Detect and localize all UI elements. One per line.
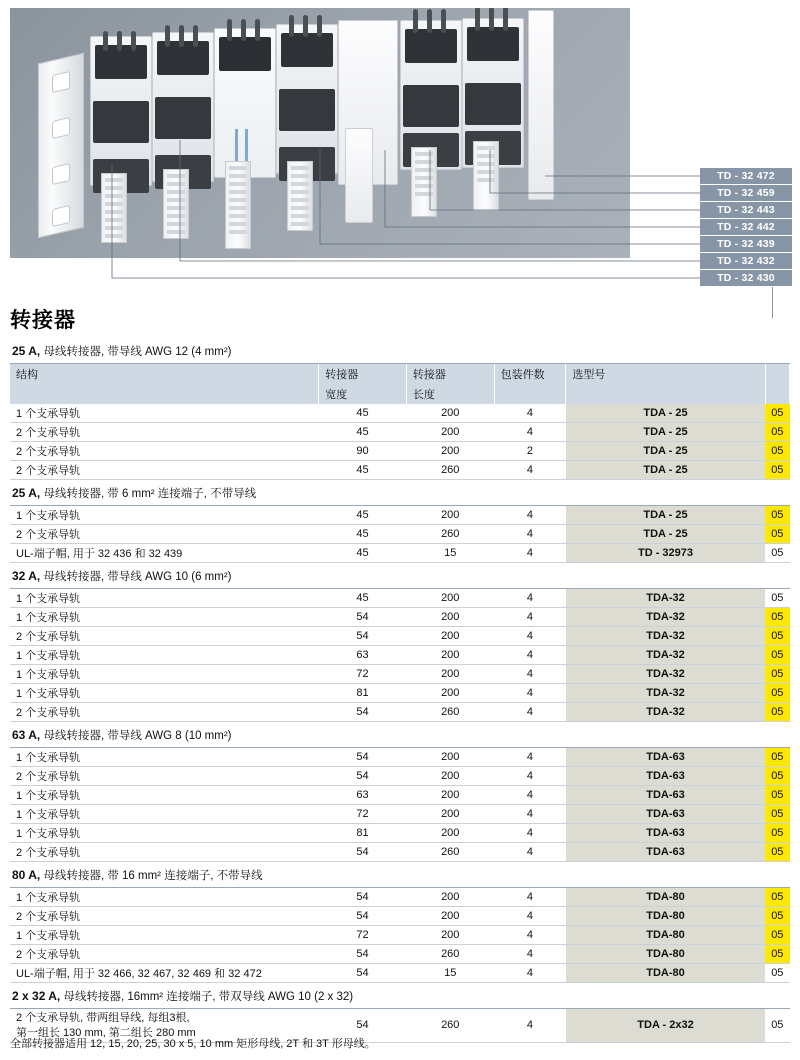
cell-description: 1 个支承导轨 <box>10 665 319 684</box>
cell-length: 260 <box>406 1009 494 1043</box>
cell-pack-qty: 4 <box>494 525 566 544</box>
cell-page-ref: 05 <box>765 608 789 627</box>
column-header-cell <box>765 364 789 385</box>
cell-page-ref: 05 <box>765 843 789 862</box>
cell-description: 2 个支承导轨 <box>10 442 319 461</box>
cell-width: 72 <box>319 665 407 684</box>
table-row[interactable] <box>10 665 790 684</box>
cell-page-ref: 05 <box>765 824 789 843</box>
cell-pack-qty: 2 <box>494 442 566 461</box>
cell-width: 63 <box>319 786 407 805</box>
cell-width: 63 <box>319 646 407 665</box>
cell-page-ref: 05 <box>765 805 789 824</box>
cell-length: 200 <box>406 627 494 646</box>
cell-width: 54 <box>319 945 407 964</box>
cell-description: 1 个支承导轨 <box>10 506 319 525</box>
cell-pack-qty: 4 <box>494 945 566 964</box>
column-header-cell: 结构 <box>10 364 319 385</box>
table-row[interactable] <box>10 646 790 665</box>
cell-pack-qty: 4 <box>494 964 566 983</box>
page-title: 转接器 <box>10 309 76 332</box>
cell-page-ref: 05 <box>765 404 789 423</box>
adapter-table-body <box>10 338 790 1043</box>
column-subheader-cell <box>765 384 789 404</box>
cell-page-ref: 05 <box>765 1009 789 1043</box>
cell-length: 200 <box>406 767 494 786</box>
table-row[interactable] <box>10 843 790 862</box>
cell-pack-qty: 4 <box>494 404 566 423</box>
cell-page-ref: 05 <box>765 964 789 983</box>
cell-width: 54 <box>319 703 407 722</box>
cell-page-ref: 05 <box>765 544 789 563</box>
group-heading: 25 A, 母线转接器, 带 6 mm² 连接端子, 不带导线 <box>10 480 790 506</box>
cell-page-ref: 05 <box>765 589 789 608</box>
table-row[interactable] <box>10 544 790 563</box>
cell-length: 200 <box>406 748 494 767</box>
busbar-graphic <box>38 53 84 239</box>
adapter-table <box>10 338 790 1043</box>
cell-pack-qty: 4 <box>494 1009 566 1043</box>
cell-description: 1 个支承导轨 <box>10 926 319 945</box>
table-row[interactable] <box>10 907 790 926</box>
module-group-graphic <box>90 18 590 243</box>
cell-order-number: TDA-63 <box>566 767 765 786</box>
table-row[interactable] <box>10 964 790 983</box>
product-photo <box>10 8 630 258</box>
cell-description: 2 个支承导轨, 带两组导线, 每组3根, 第一组长 130 mm, 第二组长 280 mm <box>10 1009 319 1043</box>
cell-pack-qty: 4 <box>494 888 566 907</box>
cell-width: 81 <box>319 684 407 703</box>
cell-page-ref: 05 <box>765 786 789 805</box>
cell-description: 2 个支承导轨 <box>10 525 319 544</box>
column-header-cell: 包装件数 <box>494 364 566 385</box>
cell-pack-qty: 4 <box>494 786 566 805</box>
cell-length: 200 <box>406 786 494 805</box>
cell-order-number: TDA - 2x32 <box>566 1009 765 1043</box>
cell-description: UL-端子帽, 用于 32 466, 32 467, 32 469 和 32 472 <box>10 964 319 983</box>
group-heading: 80 A, 母线转接器, 带 16 mm² 连接端子, 不带导线 <box>10 862 790 888</box>
column-header-row-2 <box>10 384 790 404</box>
cell-page-ref: 05 <box>765 748 789 767</box>
table-row[interactable] <box>10 805 790 824</box>
footnote: 全部转接器适用 12, 15, 20, 25, 30 x 5, 10 mm 矩形母线, 2T 和 3T 形母线。 <box>10 1038 376 1050</box>
callout-item: TD - 32 442 <box>700 219 792 236</box>
cell-order-number: TDA - 25 <box>566 423 765 442</box>
cell-description: 2 个支承导轨 <box>10 945 319 964</box>
table-row[interactable] <box>10 684 790 703</box>
cell-width: 54 <box>319 843 407 862</box>
cell-description: 1 个支承导轨 <box>10 824 319 843</box>
cell-page-ref: 05 <box>765 767 789 786</box>
cell-width: 54 <box>319 888 407 907</box>
cell-pack-qty: 4 <box>494 589 566 608</box>
cell-page-ref: 05 <box>765 646 789 665</box>
cell-page-ref: 05 <box>765 461 789 480</box>
cell-description: 1 个支承导轨 <box>10 589 319 608</box>
cell-order-number: TDA-63 <box>566 843 765 862</box>
table-row[interactable] <box>10 525 790 544</box>
group-heading-row <box>10 338 790 364</box>
cell-page-ref: 05 <box>765 684 789 703</box>
cell-order-number: TDA - 25 <box>566 461 765 480</box>
table-row[interactable] <box>10 589 790 608</box>
cell-length: 200 <box>406 684 494 703</box>
table-row[interactable] <box>10 506 790 525</box>
cell-description: 1 个支承导轨 <box>10 608 319 627</box>
cell-order-number: TDA-63 <box>566 824 765 843</box>
group-heading-row <box>10 563 790 589</box>
table-row[interactable] <box>10 786 790 805</box>
cell-width: 54 <box>319 964 407 983</box>
table-row[interactable] <box>10 627 790 646</box>
column-header-cell: 转接器 <box>319 364 407 385</box>
cell-length: 200 <box>406 423 494 442</box>
cell-description: 1 个支承导轨 <box>10 404 319 423</box>
cell-pack-qty: 4 <box>494 805 566 824</box>
cell-description: 1 个支承导轨 <box>10 805 319 824</box>
cell-length: 260 <box>406 945 494 964</box>
cell-length: 260 <box>406 525 494 544</box>
cell-pack-qty: 4 <box>494 646 566 665</box>
cell-order-number: TD - 32973 <box>566 544 765 563</box>
table-row[interactable] <box>10 748 790 767</box>
cell-length: 260 <box>406 461 494 480</box>
column-header-cell: 选型号 <box>566 364 765 385</box>
cell-pack-qty: 4 <box>494 506 566 525</box>
cell-width: 54 <box>319 767 407 786</box>
cell-width: 45 <box>319 423 407 442</box>
cell-pack-qty: 4 <box>494 748 566 767</box>
cell-order-number: TDA-80 <box>566 907 765 926</box>
cell-page-ref: 05 <box>765 703 789 722</box>
cell-order-number: TDA - 25 <box>566 442 765 461</box>
cell-pack-qty: 4 <box>494 608 566 627</box>
cell-order-number: TDA-32 <box>566 646 765 665</box>
group-heading-row <box>10 722 790 748</box>
cell-page-ref: 05 <box>765 945 789 964</box>
group-heading-row <box>10 480 790 506</box>
table-row[interactable] <box>10 404 790 423</box>
cell-order-number: TDA-32 <box>566 608 765 627</box>
cell-page-ref: 05 <box>765 665 789 684</box>
cell-pack-qty: 4 <box>494 423 566 442</box>
cell-pack-qty: 4 <box>494 665 566 684</box>
group-heading: 25 A, 母线转接器, 带导线 AWG 12 (4 mm²) <box>10 338 790 364</box>
cell-length: 200 <box>406 907 494 926</box>
cell-pack-qty: 4 <box>494 461 566 480</box>
callout-item: TD - 32 430 <box>700 270 792 287</box>
cell-description: 1 个支承导轨 <box>10 684 319 703</box>
cell-width: 45 <box>319 506 407 525</box>
cell-description: 1 个支承导轨 <box>10 786 319 805</box>
group-heading-row <box>10 983 790 1009</box>
table-row[interactable] <box>10 945 790 964</box>
cell-order-number: TDA-80 <box>566 926 765 945</box>
cell-description: 2 个支承导轨 <box>10 767 319 786</box>
cell-page-ref: 05 <box>765 888 789 907</box>
table-row[interactable] <box>10 442 790 461</box>
cell-length: 15 <box>406 964 494 983</box>
cell-width: 54 <box>319 608 407 627</box>
cell-width: 45 <box>319 461 407 480</box>
cell-length: 200 <box>406 589 494 608</box>
cell-description: 2 个支承导轨 <box>10 627 319 646</box>
callout-item: TD - 32 443 <box>700 202 792 219</box>
callout-item: TD - 32 439 <box>700 236 792 253</box>
cell-pack-qty: 4 <box>494 544 566 563</box>
table-row[interactable] <box>10 824 790 843</box>
table-row[interactable] <box>10 461 790 480</box>
cell-length: 200 <box>406 646 494 665</box>
cell-length: 15 <box>406 544 494 563</box>
cell-width: 45 <box>319 404 407 423</box>
cell-length: 260 <box>406 843 494 862</box>
table-row[interactable] <box>10 767 790 786</box>
white-rail-graphic <box>345 128 373 223</box>
cell-length: 200 <box>406 926 494 945</box>
callout-item: TD - 32 432 <box>700 253 792 270</box>
cell-order-number: TDA-32 <box>566 703 765 722</box>
cell-width: 81 <box>319 824 407 843</box>
cell-description: 1 个支承导轨 <box>10 646 319 665</box>
cell-length: 200 <box>406 608 494 627</box>
cell-order-number: TDA-32 <box>566 627 765 646</box>
cell-width: 54 <box>319 627 407 646</box>
cell-order-number: TDA - 25 <box>566 525 765 544</box>
table-row[interactable] <box>10 888 790 907</box>
column-header-row-1 <box>10 364 790 385</box>
cell-pack-qty: 4 <box>494 627 566 646</box>
cell-page-ref: 05 <box>765 926 789 945</box>
cell-length: 200 <box>406 665 494 684</box>
cell-order-number: TDA-80 <box>566 945 765 964</box>
cell-description: 2 个支承导轨 <box>10 423 319 442</box>
cell-order-number: TDA - 25 <box>566 404 765 423</box>
cell-width: 54 <box>319 907 407 926</box>
cell-page-ref: 05 <box>765 506 789 525</box>
cell-pack-qty: 4 <box>494 703 566 722</box>
cell-order-number: TDA-32 <box>566 589 765 608</box>
product-photo-graphic <box>10 8 630 258</box>
column-subheader-cell <box>10 384 319 404</box>
callout-item: TD - 32 459 <box>700 185 792 202</box>
cell-description: 2 个支承导轨 <box>10 461 319 480</box>
cell-length: 200 <box>406 805 494 824</box>
cell-page-ref: 05 <box>765 525 789 544</box>
cell-order-number: TDA-63 <box>566 805 765 824</box>
group-heading: 63 A, 母线转接器, 带导线 AWG 8 (10 mm²) <box>10 722 790 748</box>
cell-description: 2 个支承导轨 <box>10 907 319 926</box>
cell-width: 72 <box>319 926 407 945</box>
group-heading-row <box>10 862 790 888</box>
cell-width: 45 <box>319 544 407 563</box>
callout-list <box>700 168 792 287</box>
cell-width: 45 <box>319 589 407 608</box>
cell-order-number: TDA-32 <box>566 665 765 684</box>
cell-length: 200 <box>406 506 494 525</box>
table-row[interactable] <box>10 608 790 627</box>
cell-page-ref: 05 <box>765 627 789 646</box>
cell-description: 2 个支承导轨 <box>10 843 319 862</box>
cell-length: 200 <box>406 404 494 423</box>
cell-width: 45 <box>319 525 407 544</box>
cell-length: 200 <box>406 824 494 843</box>
cell-description: 1 个支承导轨 <box>10 748 319 767</box>
table-row[interactable] <box>10 926 790 945</box>
group-heading: 2 x 32 A, 母线转接器, 16mm² 连接端子, 带双导线 AWG 10 (2 x 32) <box>10 983 790 1009</box>
cell-description: 2 个支承导轨 <box>10 703 319 722</box>
cell-pack-qty: 4 <box>494 824 566 843</box>
cell-pack-qty: 4 <box>494 926 566 945</box>
cell-width: 72 <box>319 805 407 824</box>
cell-page-ref: 05 <box>765 423 789 442</box>
column-subheader-cell <box>494 384 566 404</box>
product-tables <box>10 338 790 1043</box>
column-subheader-cell: 长度 <box>406 384 494 404</box>
cell-length: 200 <box>406 442 494 461</box>
table-row[interactable] <box>10 423 790 442</box>
cell-length: 200 <box>406 888 494 907</box>
cell-pack-qty: 4 <box>494 684 566 703</box>
cell-order-number: TDA-32 <box>566 684 765 703</box>
cell-width: 54 <box>319 1009 407 1043</box>
cell-pack-qty: 4 <box>494 843 566 862</box>
cell-pack-qty: 4 <box>494 907 566 926</box>
column-header-cell: 转接器 <box>406 364 494 385</box>
cell-description: 1 个支承导轨 <box>10 888 319 907</box>
cell-width: 54 <box>319 748 407 767</box>
cell-page-ref: 05 <box>765 442 789 461</box>
cell-description: UL-端子帽, 用于 32 436 和 32 439 <box>10 544 319 563</box>
cell-order-number: TDA-80 <box>566 888 765 907</box>
table-row[interactable] <box>10 703 790 722</box>
cell-order-number: TDA-80 <box>566 964 765 983</box>
cell-pack-qty: 4 <box>494 767 566 786</box>
cell-order-number: TDA-63 <box>566 748 765 767</box>
cell-length: 260 <box>406 703 494 722</box>
cell-order-number: TDA - 25 <box>566 506 765 525</box>
cell-width: 90 <box>319 442 407 461</box>
cell-page-ref: 05 <box>765 907 789 926</box>
cell-order-number: TDA-63 <box>566 786 765 805</box>
callout-item: TD - 32 472 <box>700 168 792 185</box>
end-rail-graphic <box>528 10 554 200</box>
group-heading: 32 A, 母线转接器, 带导线 AWG 10 (6 mm²) <box>10 563 790 589</box>
column-subheader-cell <box>566 384 765 404</box>
column-subheader-cell: 宽度 <box>319 384 407 404</box>
